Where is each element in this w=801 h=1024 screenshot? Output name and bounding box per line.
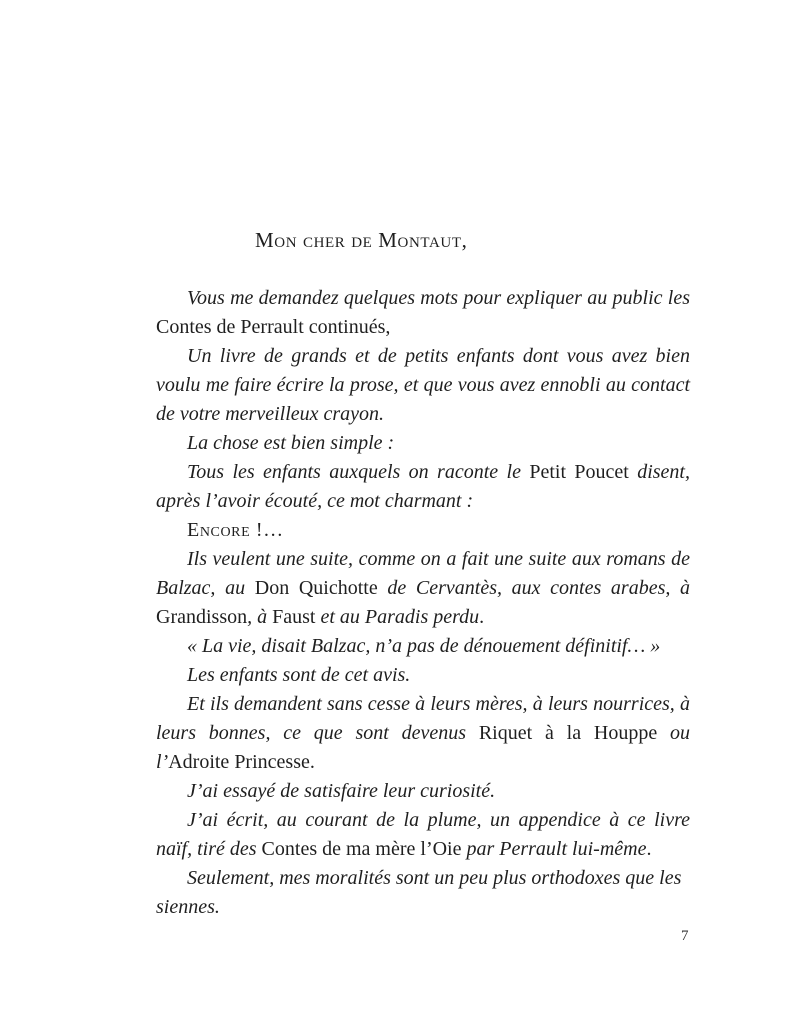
- text-run: Tous les enfants auxquels on raconte le: [187, 461, 530, 483]
- letter-salutation: Mon cher de Montaut,: [255, 228, 468, 252]
- text-run: Grandisson: [156, 606, 248, 628]
- text-run: Adroite Princesse: [168, 751, 310, 773]
- text-run: Encore !…: [187, 519, 284, 541]
- text-run: Don Quichotte: [254, 577, 378, 599]
- text-run: Ils veulent une suite, comme on a fait une suite aux romans de Balzac, au: [156, 548, 690, 599]
- text-run: Petit Poucet: [529, 461, 629, 483]
- text-run: Contes de Perrault continués: [156, 316, 386, 338]
- text-run: Un livre de grands et de petits enfants dont vous avez bien voulu me faire écrire la prose, et que vous avez ennobli au contact de votre merveilleux crayon.: [156, 345, 690, 425]
- text-run: Riquet à la Houppe: [478, 722, 658, 744]
- text-run: Contes de ma mère l’Oie: [261, 838, 462, 860]
- text-run: La chose est bien simple :: [187, 432, 395, 454]
- letter-paragraph: [156, 458, 690, 516]
- page-number: 7: [681, 928, 689, 944]
- text-run: Paradis perdu: [364, 606, 480, 628]
- text-run: ou l’: [156, 722, 691, 773]
- text-run: J’ai écrit, au courant de la plume, un appendice à ce livre naïf, tiré des: [156, 809, 690, 860]
- letter-paragraph: [156, 632, 690, 661]
- text-run: Seulement, mes moralités sont un peu plus orthodoxes que les siennes.: [156, 867, 682, 918]
- text-run: de Cervantès, aux contes arabes, à: [377, 577, 691, 599]
- letter-paragraph: [156, 864, 690, 922]
- letter-paragraph: [156, 661, 690, 690]
- text-run: Et ils demandent sans cesse à leurs mères, à leurs nourrices, à leurs bonnes, ce que sont devenus: [156, 693, 690, 744]
- letter-paragraph: [156, 777, 690, 806]
- text-run: disent, après l’avoir écouté, ce mot charmant :: [156, 461, 690, 512]
- text-run: « La vie, disait Balzac, n’a pas de dénouement définitif… »: [187, 635, 661, 657]
- text-run: Les enfants sont de cet avis.: [187, 664, 411, 686]
- text-run: ,: [385, 316, 391, 338]
- letter-paragraph: [156, 284, 690, 342]
- letter-body: [156, 284, 690, 922]
- text-run: par Perrault lui-même: [461, 838, 647, 860]
- letter-paragraph: [156, 545, 690, 632]
- text-run: et au: [315, 606, 365, 628]
- letter-paragraph: [156, 806, 690, 864]
- text-run: Vous me demandez quelques mots pour expliquer au public les: [187, 287, 690, 309]
- letter-paragraph: [156, 429, 690, 458]
- text-run: , à: [247, 606, 273, 628]
- text-run: J’ai essayé de satisfaire leur curiosité.: [187, 780, 496, 802]
- text-run: .: [479, 606, 485, 628]
- text-run: .: [309, 751, 315, 773]
- letter-paragraph: [156, 690, 690, 777]
- letter-paragraph: [156, 342, 690, 429]
- letter-paragraph: [156, 516, 690, 545]
- text-run: .: [646, 838, 652, 860]
- text-run: Faust: [272, 606, 316, 628]
